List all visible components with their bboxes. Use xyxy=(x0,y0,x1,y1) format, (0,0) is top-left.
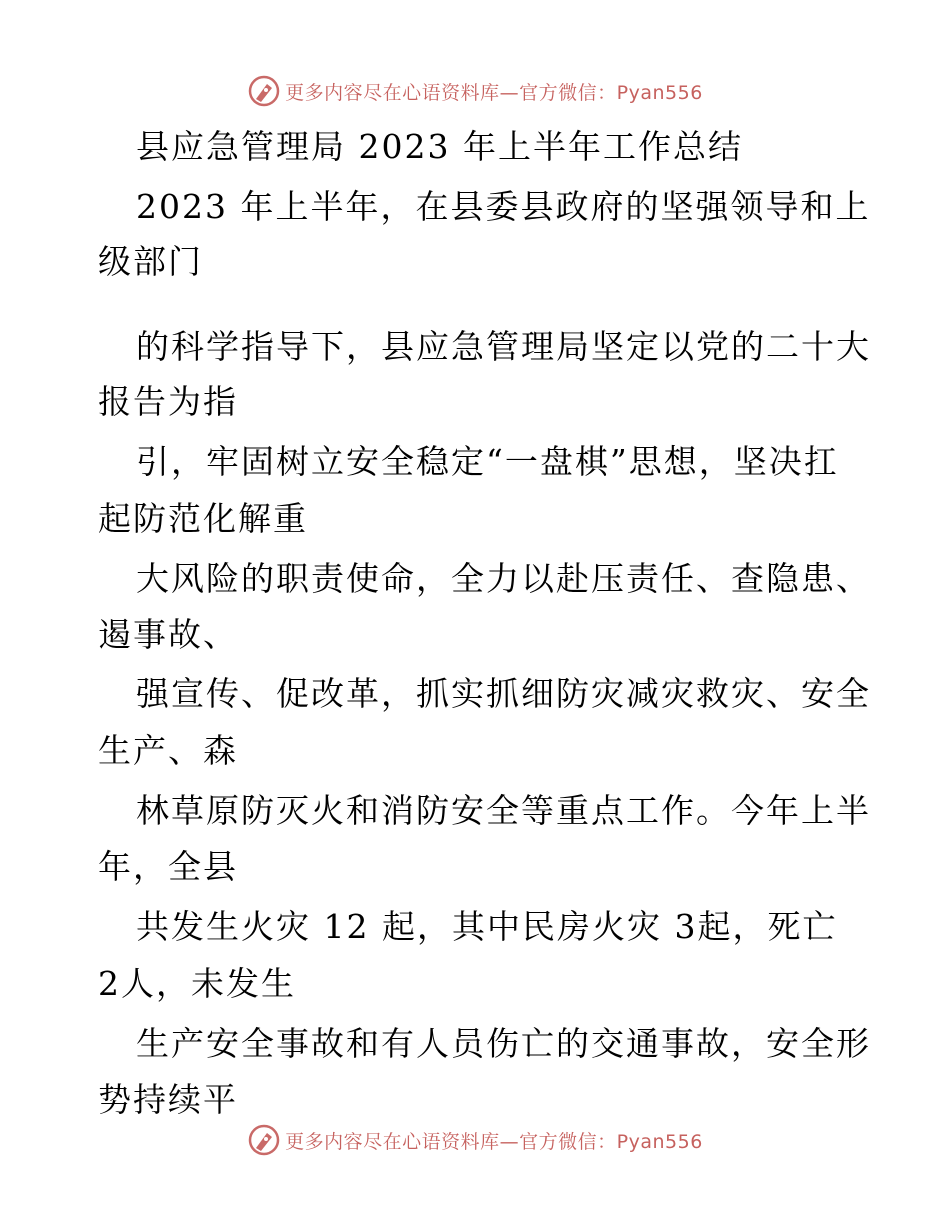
paragraph-line: 起防范化解重 xyxy=(98,499,308,538)
paragraph-line: 势持续平 xyxy=(98,1080,238,1119)
paragraph-line: 2023 年上半年，在县委县政府的坚强领导和上 xyxy=(136,187,871,226)
paragraph-line: 报告为指 xyxy=(98,382,238,421)
paragraph-line: 生产安全事故和有人员伤亡的交通事故，安全形 xyxy=(136,1024,871,1063)
paragraph-line: 生产、森 xyxy=(98,731,238,770)
paragraph-line: 的科学指导下，县应急管理局坚定以党的二十大 xyxy=(136,327,871,366)
paragraph-line: 年，全县 xyxy=(98,847,238,886)
document-title: 县应急管理局 2023 年上半年工作总结 xyxy=(136,127,743,166)
watermark-text: 更多内容尽在心语资料库—官方微信：Pyan556 xyxy=(285,81,703,104)
watermark-footer xyxy=(0,1120,950,1160)
watermark-text: 更多内容尽在心语资料库—官方微信：Pyan556 xyxy=(285,1130,703,1153)
paragraph-line: 林草原防灭火和消防安全等重点工作。今年上半 xyxy=(136,791,871,830)
paragraph-line: 遏事故、 xyxy=(98,615,238,654)
watermark-header xyxy=(0,71,950,111)
paragraph-line: 2人，未发生 xyxy=(98,964,296,1003)
pen-nib-logo-icon xyxy=(247,1123,281,1157)
pen-nib-logo-icon xyxy=(247,74,281,108)
paragraph-line: 强宣传、促改革，抓实抓细防灾减灾救灾、安全 xyxy=(136,674,871,713)
paragraph-line: 级部门 xyxy=(98,242,203,281)
paragraph-line: 大风险的职责使命，全力以赴压责任、查隐患、 xyxy=(136,559,871,598)
paragraph-line: 共发生火灾 12 起，其中民房火灾 3起，死亡 xyxy=(136,907,838,946)
paragraph-line: 引，牢固树立安全稳定“一盘棋”思想，坚决扛 xyxy=(136,442,839,481)
